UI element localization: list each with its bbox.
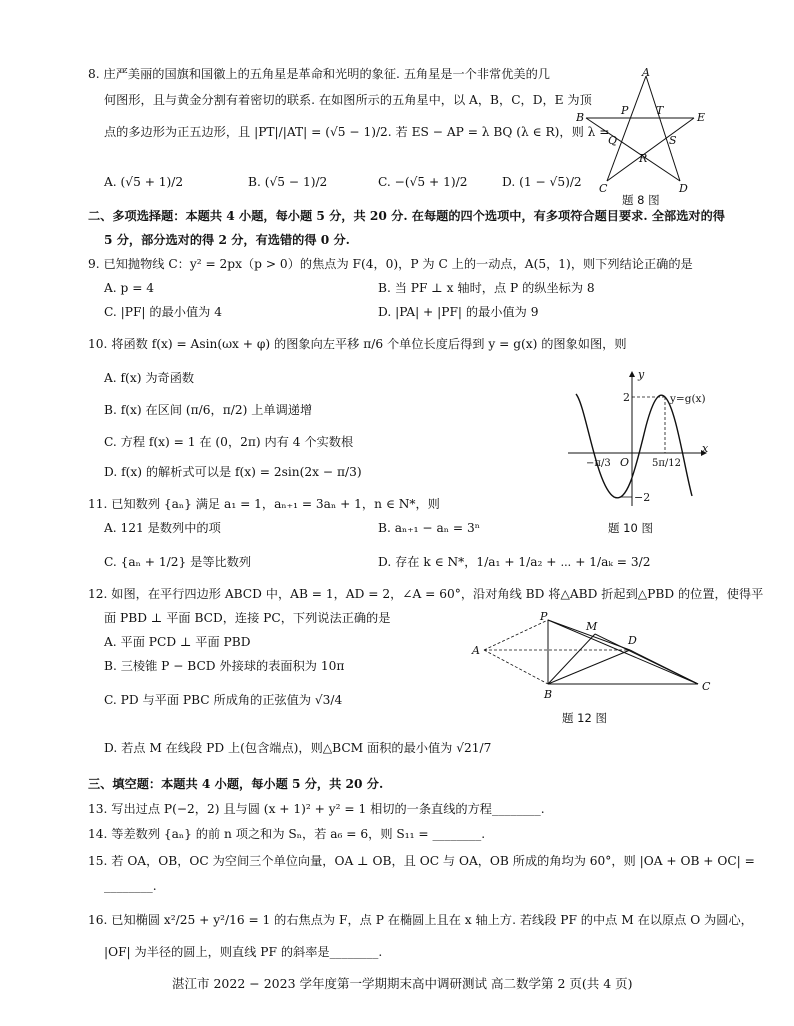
q10-option-a: A. f(x) 为奇函数 xyxy=(104,371,195,385)
q9-stem: 9. 已知抛物线 C：y² = 2px（p > 0）的焦点为 F(4，0)，P 为 C 上的一动点，A(5，1)，则下列结论正确的是 xyxy=(88,257,693,271)
fig10-tick-neg: −π/3 xyxy=(586,458,611,469)
dashed-ap xyxy=(484,620,548,650)
fig10-label-y: y xyxy=(638,368,645,381)
fig12-label-d: D xyxy=(628,634,637,647)
curve-y-eq-gx xyxy=(576,394,692,498)
pentagram-edge-ad xyxy=(646,76,680,181)
fig10-label-ymax: 2 xyxy=(623,391,630,404)
q12-solid-figure xyxy=(468,608,714,704)
q15-line-1: 15. 若 OA，OB，OC 为空间三个单位向量，OA ⊥ OB，且 OC 与 OA，OB 所成的角均为 60°，则 |OA + OB + OC| = xyxy=(88,854,755,868)
q12-line-2: 面 PBD ⊥ 平面 BCD，连接 PC，下列说法正确的是 xyxy=(104,611,391,625)
fig12-label-m: M xyxy=(586,620,598,633)
q12-option-c: C. PD 与平面 PBC 所成角的正弦值为 √3/4 xyxy=(104,693,343,707)
page-footer: 湛江市 2022 − 2023 学年度第一学期期末高中调研测试 高二数学第 2 页(共 4 页) xyxy=(172,976,633,991)
fig12-label-a: A xyxy=(472,644,480,657)
fig8-label-d: D xyxy=(679,182,688,195)
fig12-label-p: P xyxy=(540,610,548,623)
q11-stem: 11. 已知数列 {aₙ} 满足 a₁ = 1，aₙ₊₁ = 3aₙ + 1，n ∈ N*，则 xyxy=(88,497,440,511)
q8-line-1: 8. 庄严美丽的国旗和国徽上的五角星是革命和光明的象征. 五角星是一个非常优美的几 xyxy=(88,67,550,81)
pentagram-edge-bd xyxy=(586,118,680,181)
pentagram-edge-ac xyxy=(607,76,646,181)
q11-option-b: B. aₙ₊₁ − aₙ = 3ⁿ xyxy=(378,521,481,535)
q10-graph-figure xyxy=(566,366,716,516)
q8-line-3: 点的多边形为正五边形，且 |PT|/|AT| = (√5 − 1)/2. 若 ES − AP = λ BQ (λ ∈ R)，则 λ = xyxy=(104,125,610,139)
q9-option-d: D. |PA| + |PF| 的最小值为 9 xyxy=(378,305,539,319)
fig10-label-o: O xyxy=(620,456,630,469)
fig10-label-curve: y=g(x) xyxy=(670,393,706,405)
q13-text: 13. 写出过点 P(−2，2) 且与圆 (x + 1)² + y² = 1 相切的一条直线的方程________. xyxy=(88,802,545,816)
q11-option-d: D. 存在 k ∈ N*，1/a₁ + 1/a₂ + ⋯ + 1/aₖ = 3/2 xyxy=(378,555,651,569)
q9-option-b: B. 当 PF ⊥ x 轴时，点 P 的纵坐标为 8 xyxy=(378,281,595,295)
edge-bm xyxy=(548,634,595,684)
pentagram-edge-ec xyxy=(607,118,694,181)
section2-heading: 二、多项选择题：本题共 4 小题，每小题 5 分，共 20 分. 在每题的四个选项中，有多项符合题目要求. 全部选对的得 xyxy=(88,209,725,223)
fig12-label-c: C xyxy=(702,680,711,693)
dashed-ab xyxy=(484,650,548,684)
q8-option-c: C. −(√5 + 1)/2 xyxy=(378,175,468,189)
fig10-label-ymin: −2 xyxy=(634,491,651,504)
fig8-label-s: S xyxy=(669,134,677,147)
q8-option-b: B. (√5 − 1)/2 xyxy=(248,175,328,189)
fig12-label-b: B xyxy=(544,688,553,701)
q11-option-a: A. 121 是数列中的项 xyxy=(104,521,221,535)
q8-option-d: D. (1 − √5)/2 xyxy=(502,175,582,189)
q16-line-1: 16. 已知椭圆 x²/25 + y²/16 = 1 的右焦点为 F，点 P 在椭圆上且在 x 轴上方. 若线段 PF 的中点 M 在以原点 O 为圆心， xyxy=(88,913,753,927)
fig10-tick-pos: 5π/12 xyxy=(652,458,682,469)
section2-heading-cont: 5 分，部分选对的得 2 分，有选错的得 0 分. xyxy=(104,233,350,247)
q16-line-2: |OF| 为半径的圆上，则直线 PF 的斜率是________. xyxy=(104,945,383,959)
q12-option-a: A. 平面 PCD ⊥ 平面 PBD xyxy=(104,635,251,649)
q11-option-c: C. {aₙ + 1/2} 是等比数列 xyxy=(104,555,252,569)
q8-pentagram-figure xyxy=(576,66,716,196)
edge-bd xyxy=(548,650,630,684)
q10-option-d: D. f(x) 的解析式可以是 f(x) = 2sin(2x − π/3) xyxy=(104,465,362,479)
fig8-label-q: Q xyxy=(608,134,618,147)
q12-option-d: D. 若点 M 在线段 PD 上(包含端点)，则△BCM 面积的最小值为 √21/7 xyxy=(104,741,492,755)
q10-option-c: C. 方程 f(x) = 1 在 (0，2π) 内有 4 个实数根 xyxy=(104,435,354,449)
q9-option-a: A. p = 4 xyxy=(104,281,155,295)
q10-figure-caption: 题 10 图 xyxy=(608,521,653,535)
fig8-label-t: T xyxy=(656,104,664,117)
fig10-label-x: x xyxy=(702,442,709,455)
q12-option-b: B. 三棱锥 P − BCD 外接球的表面积为 10π xyxy=(104,659,345,673)
q10-option-b: B. f(x) 在区间 (π/6，π/2) 上单调递增 xyxy=(104,403,313,417)
q8-figure-caption: 题 8 图 xyxy=(622,193,660,207)
fig8-label-e: E xyxy=(697,111,706,124)
q12-figure-caption: 题 12 图 xyxy=(562,711,607,725)
fig8-label-r: R xyxy=(639,152,648,165)
q9-option-c: C. |PF| 的最小值为 4 xyxy=(104,305,222,319)
q15-line-2: ________. xyxy=(104,879,157,893)
fig8-label-p: P xyxy=(621,104,629,117)
q8-line-2: 何图形，且与黄金分割有着密切的联系. 在如图所示的五角星中，以 A，B，C，D，E 为顶 xyxy=(104,93,592,107)
q10-stem: 10. 将函数 f(x) = Asin(ωx + φ) 的图象向左平移 π/6 个单位长度后得到 y = g(x) 的图象如图，则 xyxy=(88,337,627,351)
fig8-label-a: A xyxy=(642,66,650,79)
fig8-label-b: B xyxy=(576,111,585,124)
fig8-label-c: C xyxy=(599,182,608,195)
q14-text: 14. 等差数列 {aₙ} 的前 n 项之和为 Sₙ，若 a₆ = 6，则 S₁₁ = ________. xyxy=(88,827,486,841)
edge-mc xyxy=(595,634,698,684)
q8-option-a: A. (√5 + 1)/2 xyxy=(104,175,184,189)
q12-line-1: 12. 如图，在平行四边形 ABCD 中，AB = 1，AD = 2，∠A = 60°，沿对角线 BD 将△ABD 折起到△PBD 的位置，使得平 xyxy=(88,587,764,601)
section3-heading: 三、填空题：本题共 4 小题，每小题 5 分，共 20 分. xyxy=(88,777,384,791)
